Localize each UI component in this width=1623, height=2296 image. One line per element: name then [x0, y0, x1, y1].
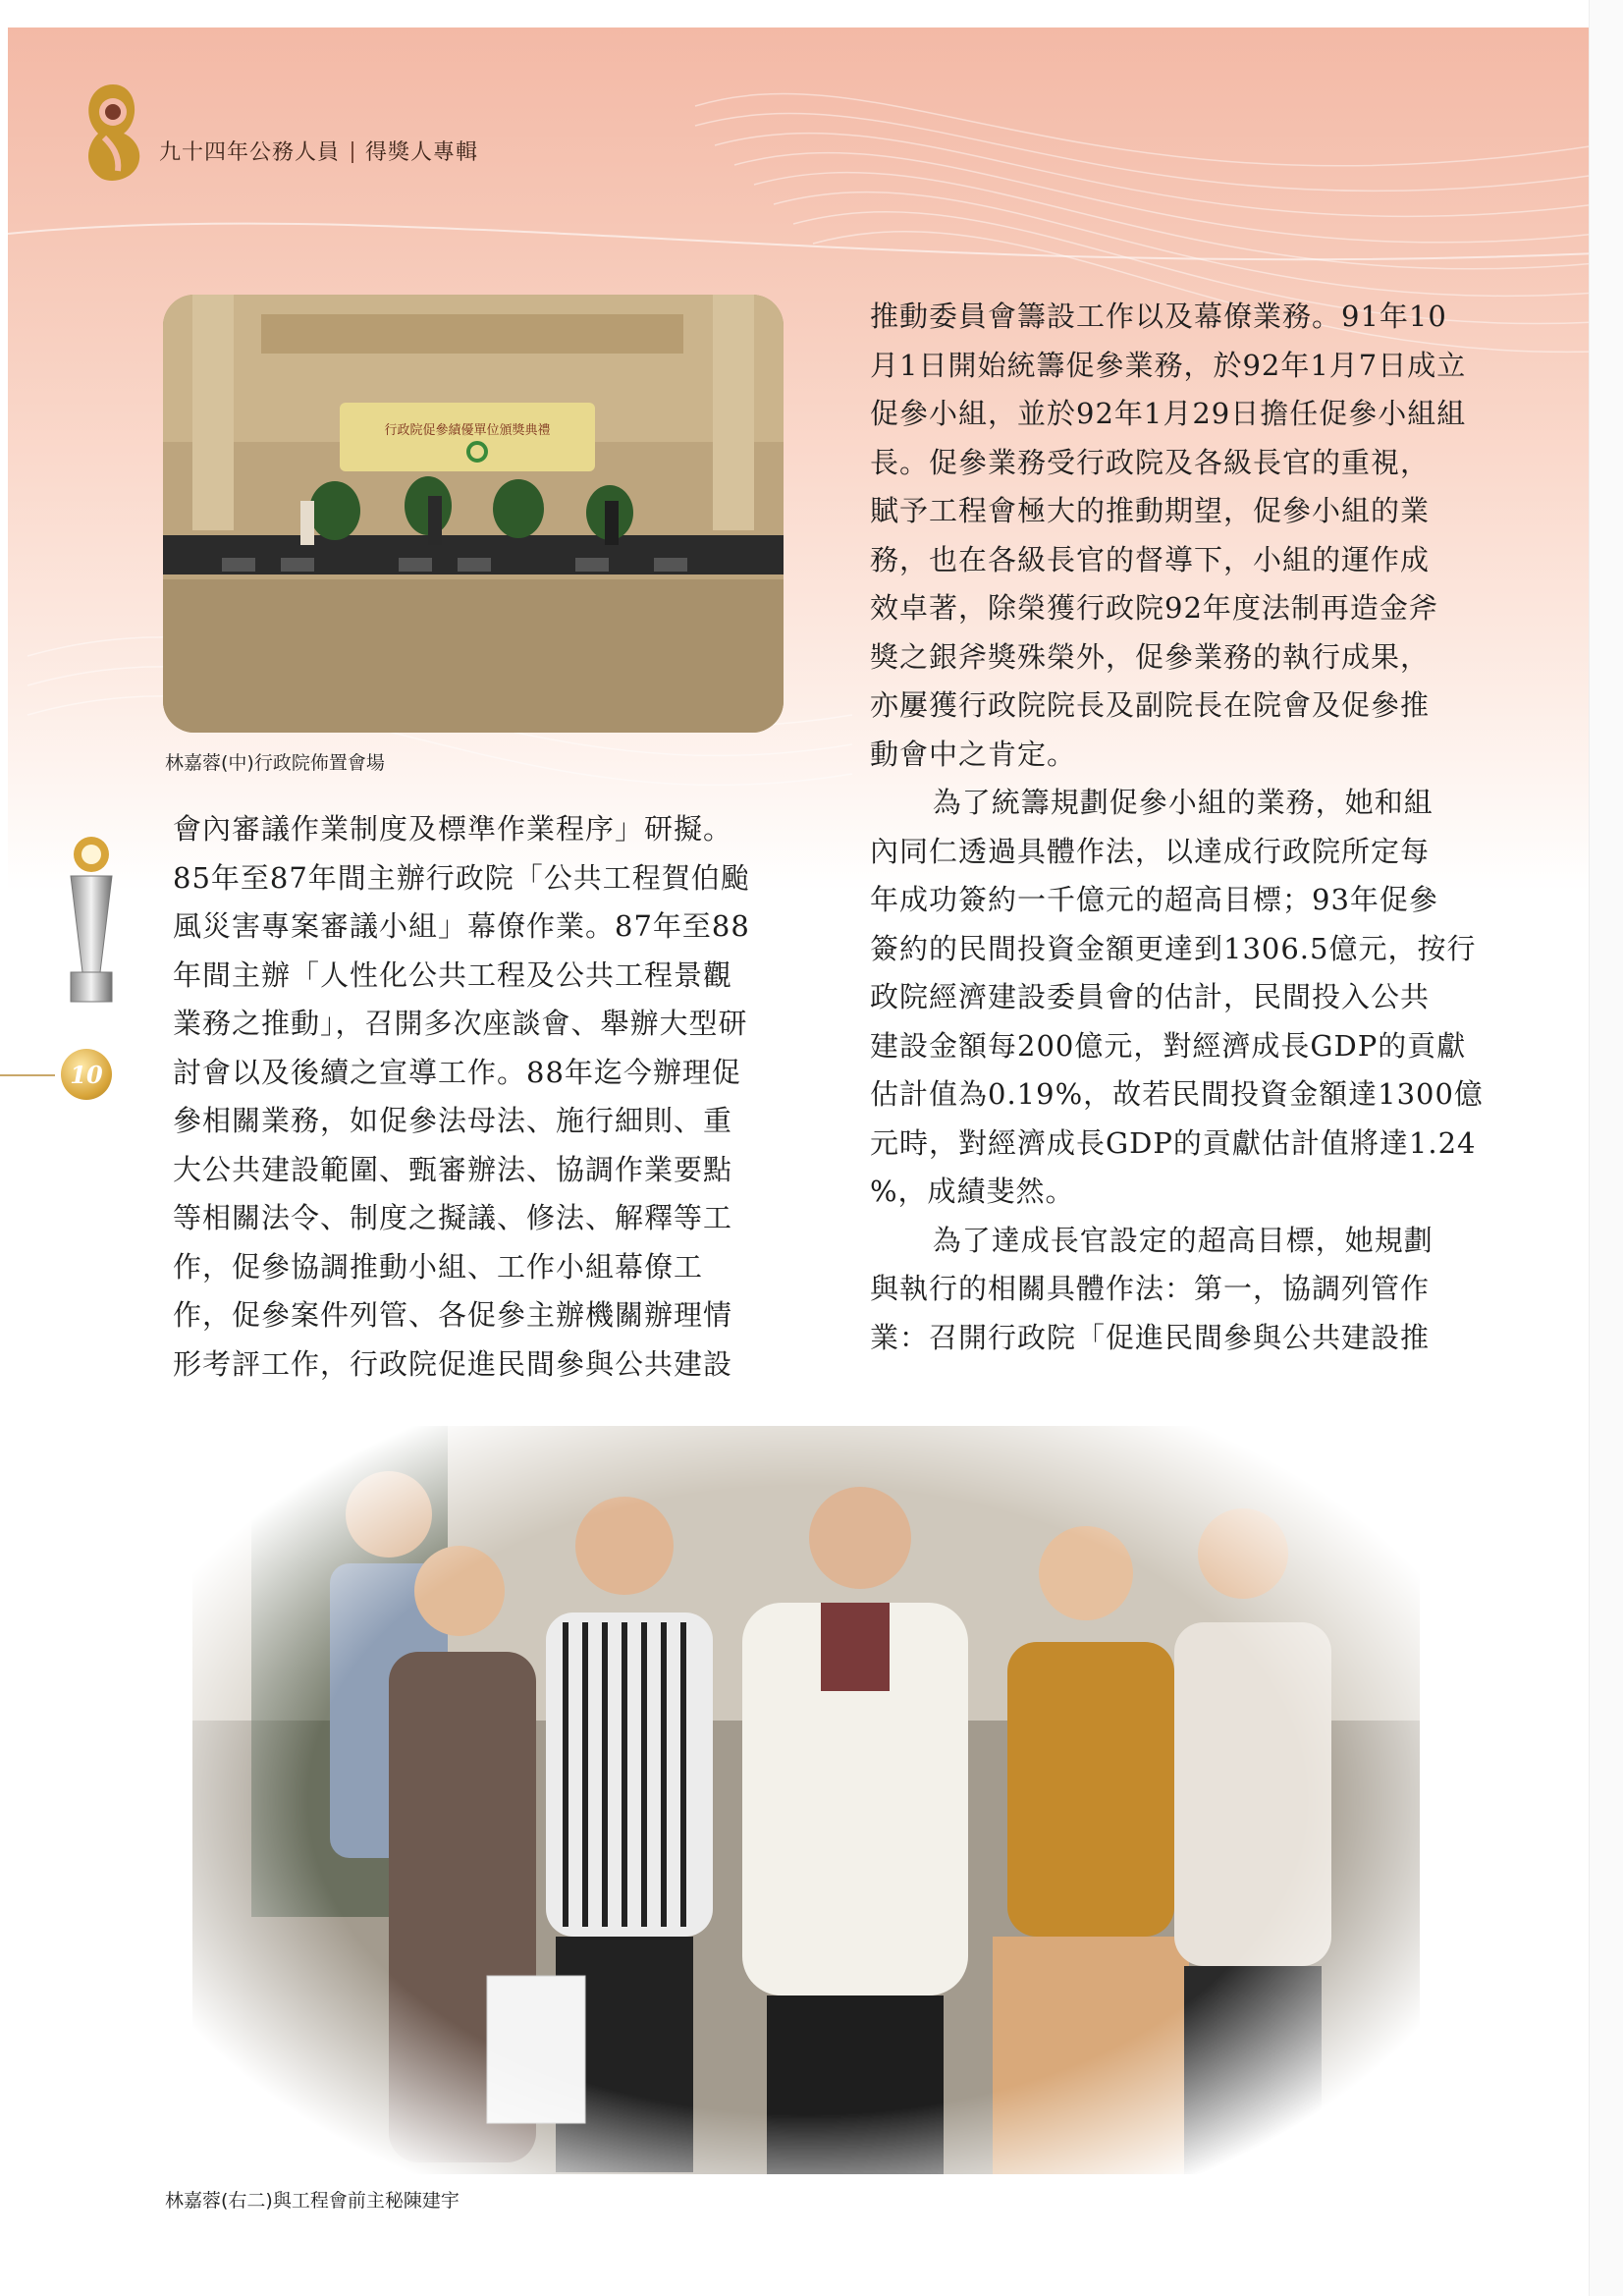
body-text-line: 風災害專案審議小組」幕僚作業。87年至88: [173, 909, 750, 943]
body-text-line: 大公共建設範圍、甄審辦法、協調作業要點: [173, 1152, 733, 1186]
award-logo-icon: [69, 77, 157, 185]
body-text-line: 參相關業務，如促參法母法、施行細則、重: [173, 1104, 733, 1137]
body-text-line: 討會以及後續之宣導工作。88年迄今辦理促: [173, 1055, 741, 1089]
body-text-line: 政院經濟建設委員會的估計，民間投入公共: [870, 980, 1431, 1013]
right-text-column: [870, 293, 1490, 1362]
body-text-line: 為了達成長官設定的超高目標，她規劃: [932, 1223, 1434, 1257]
left-text-column: [173, 805, 789, 1389]
body-text-line: 元時，對經濟成長GDP的貢獻估計值將達1.24: [870, 1125, 1477, 1160]
photo1-banner-text: 行政院促參績優單位頒獎典禮: [384, 423, 551, 438]
body-text-line: 為了統籌規劃促參小組的業務，她和組: [932, 786, 1434, 819]
body-text-line: 效卓著，除榮獲行政院92年度法制再造金斧: [870, 591, 1438, 625]
page-edge: [1589, 0, 1623, 2296]
page-number-rule: [0, 1074, 55, 1076]
body-text-line: 作，促參協調推動小組、工作小組幕僚工: [173, 1249, 704, 1284]
body-text-line: 年間主辦「人性化公共工程及公共工程景觀: [173, 957, 733, 992]
body-text-line: 亦屢獲行政院院長及副院長在院會及促參推: [870, 688, 1431, 722]
header-separator: [352, 141, 353, 163]
body-text-line: 推動委員會籌設工作以及幕僚業務。91年10: [870, 300, 1447, 333]
body-text-line: 簽約的民間投資金額更達到1306.5億元，按行: [870, 931, 1477, 965]
body-text-line: %，成績斐然。: [870, 1175, 1075, 1208]
body-text-line: 務，也在各級長官的督導下，小組的運作成: [870, 542, 1431, 576]
body-text-line: 業：召開行政院「促進民間參與公共建設推: [870, 1320, 1431, 1354]
body-text-line: 長。促參業務受行政院及各級長官的重視，: [870, 445, 1431, 479]
body-text-line: 形考評工作，行政院促進民間參與公共建設: [173, 1346, 733, 1381]
body-text-line: 85年至87年間主辦行政院「公共工程賀伯颱: [173, 860, 750, 895]
photo1-caption: 林嘉蓉(中)行政院佈置會場: [165, 752, 385, 774]
body-text-line: 賦予工程會極大的推動期望，促參小組的業: [870, 494, 1431, 527]
body-text-line: 估計值為0.19%，故若民間投資金額達1300億: [870, 1077, 1484, 1111]
body-text-line: 內同仁透過具體作法，以達成行政院所定每: [870, 834, 1431, 868]
body-text-line: 年成功簽約一千億元的超高目標；93年促參: [870, 883, 1438, 916]
body-text-line: 月1日開始統籌促參業務，於92年1月7日成立: [870, 348, 1467, 382]
photo2-caption: 林嘉蓉(右二)與工程會前主秘陳建宇: [165, 2190, 460, 2212]
trophy-icon: [57, 825, 126, 1021]
header-title-left: 九十四年公務人員: [159, 140, 341, 165]
page-number: 10: [61, 1049, 112, 1100]
body-text-line: 作，促參案件列管、各促參主辦機關辦理情: [173, 1298, 733, 1332]
body-text-line: 等相關法令、制度之擬議、修法、解釋等工: [173, 1201, 733, 1234]
body-text-line: 與執行的相關具體作法：第一，協調列管作: [870, 1272, 1431, 1305]
body-text-line: 促參小組，並於92年1月29日擔任促參小組組: [870, 397, 1467, 430]
group-photo: [192, 1426, 1420, 2174]
ceremony-hall-photo: [163, 295, 784, 733]
body-text-line: 建設金額每200億元，對經濟成長GDP的貢獻: [870, 1028, 1467, 1063]
body-text-line: 獎之銀斧獎殊榮外，促參業務的執行成果，: [870, 639, 1431, 674]
body-text-line: 動會中之肯定。: [870, 737, 1077, 771]
body-text-line: 業務之推動」，召開多次座談會、舉辦大型研: [173, 1007, 748, 1040]
magazine-header: [159, 136, 478, 166]
header-title-right: 得獎人專輯: [365, 140, 479, 165]
body-text-line: 會內審議作業制度及標準作業程序」研擬。: [173, 812, 733, 846]
